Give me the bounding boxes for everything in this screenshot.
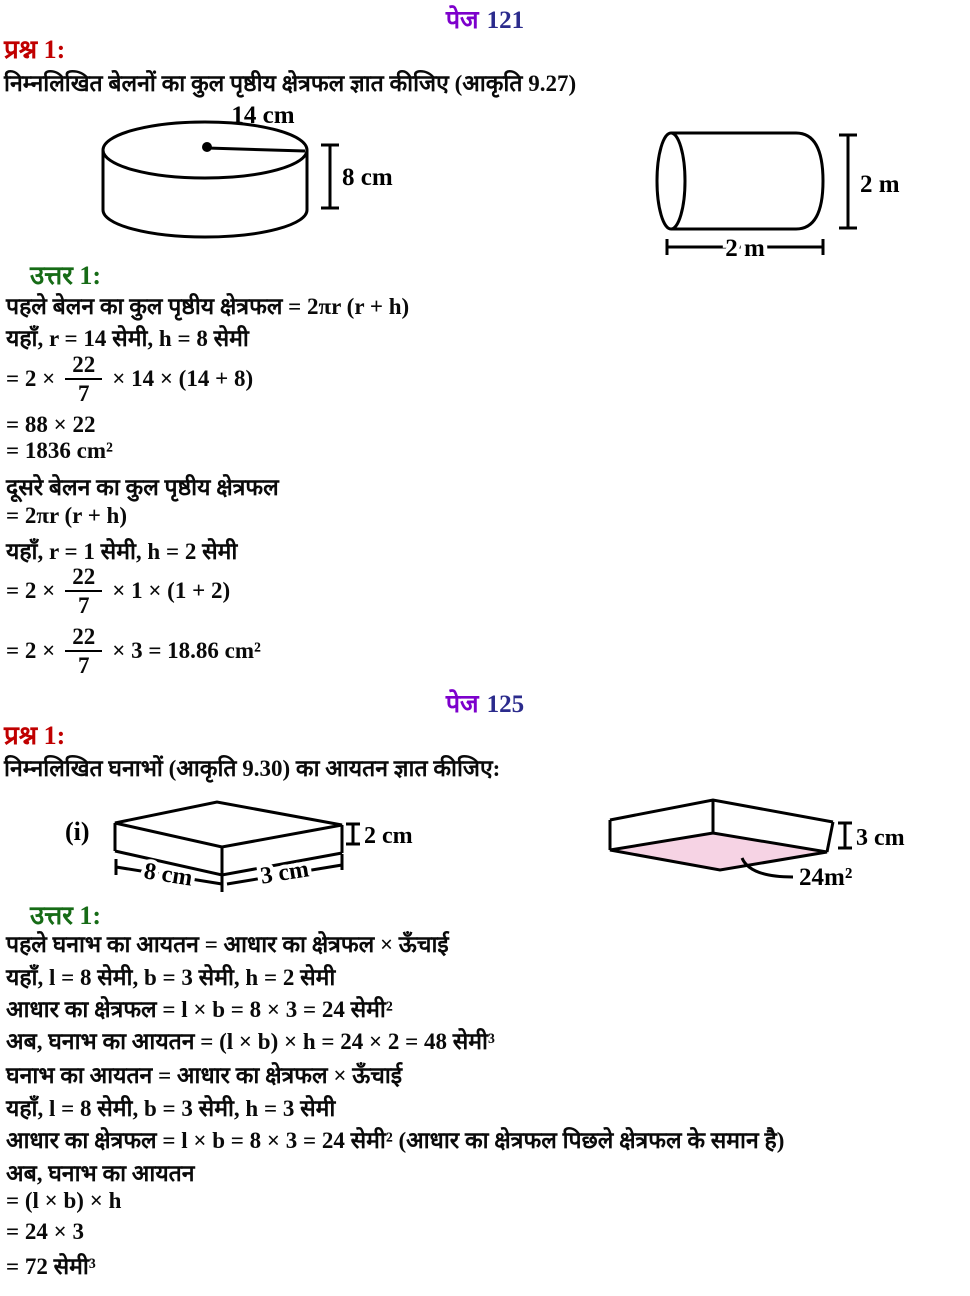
- figure-item-label: (i): [65, 817, 90, 846]
- answer-line-fraction-1: [6, 352, 253, 407]
- fraction-22-7: $\frac{22}{7}$: [65, 352, 102, 407]
- answer-line: यहाँ, l = 8 सेमी, b = 3 सेमी, h = 3 सेमी: [6, 1096, 336, 1121]
- frac-suffix: × 3 = 18.86 cm²: [112, 638, 261, 664]
- answer-line: पहले घनाभ का आयतन = आधार का क्षेत्रफल × ऊँचाई: [6, 932, 449, 957]
- question-1-text-p121: निम्नलिखित बेलनों का कुल पृष्ठीय क्षेत्रफल ज्ञात कीजिए (आकृति 9.27): [4, 71, 577, 96]
- frac-suffix: × 14 × (14 + 8): [112, 366, 254, 392]
- page-125-heading: [0, 686, 970, 720]
- answer-line: आधार का क्षेत्रफल = l × b = 8 × 3 = 24 सेमी²: [6, 997, 393, 1022]
- radius-line: [207, 148, 305, 151]
- cyl2-length-label: 2 m: [725, 235, 765, 262]
- cyl1-height-label: 8 cm: [342, 164, 393, 191]
- answer-line: = 72 सेमी³: [6, 1254, 96, 1279]
- answer-line: दूसरे बेलन का कुल पृष्ठीय क्षेत्रफल: [6, 475, 279, 500]
- cyl2-height-label: 2 m: [860, 171, 900, 198]
- cylinder-2-diagram: [657, 133, 900, 262]
- answer-1-label-p125: उत्तर 1:: [30, 901, 102, 930]
- answer-line-fraction-3: [6, 624, 261, 679]
- fraction-22-7: $\frac{22}{7}$: [65, 564, 102, 619]
- cub2-base-area-label: 24m²: [799, 864, 853, 891]
- frac-prefix: = 2 ×: [6, 366, 56, 392]
- answer-line: अब, घनाभ का आयतन: [6, 1161, 195, 1186]
- answer-line: अब, घनाभ का आयतन = (l × b) × h = 24 × 2 = 48 सेमी³: [6, 1029, 495, 1054]
- figure-9-30-cuboids: [0, 788, 970, 894]
- answer-line: = 1836 cm²: [6, 438, 113, 463]
- cub1-breadth-label: 3 cm: [258, 856, 311, 890]
- cylinder-1-diagram: [103, 102, 393, 237]
- question-1-text-p125: निम्नलिखित घनाभों (आकृति 9.30) का आयतन ज्ञात कीजिए:: [4, 756, 501, 781]
- page-121-heading: [0, 2, 970, 36]
- page-number: 121: [486, 7, 525, 34]
- cyl1-radius-label: 14 cm: [231, 102, 295, 129]
- frac-prefix: = 2 ×: [6, 578, 56, 604]
- cub2-base-face: [610, 833, 827, 870]
- answer-line: आधार का क्षेत्रफल = l × b = 8 × 3 = 24 सेमी² (आधार का क्षेत्रफल पिछले क्षेत्रफल के समान है): [6, 1128, 785, 1153]
- answer-line: = 24 × 3: [6, 1219, 84, 1244]
- page-word: पेज: [445, 691, 479, 718]
- page-word: पेज: [445, 7, 479, 34]
- page-number: 125: [486, 691, 525, 718]
- question-1-label-p125: प्रश्न 1:: [4, 721, 66, 750]
- figure-9-27-cylinders: [0, 95, 970, 267]
- frac-prefix: = 2 ×: [6, 638, 56, 664]
- cyl2-height-bracket: [839, 135, 857, 228]
- answer-line: = 88 × 22: [6, 412, 96, 437]
- question-1-label-p121: प्रश्न 1:: [4, 35, 66, 64]
- cub2-height-label: 3 cm: [856, 825, 905, 851]
- cub1-height-label: 2 cm: [364, 823, 413, 849]
- answer-line: यहाँ, r = 14 सेमी, h = 8 सेमी: [6, 326, 249, 351]
- answer-line: घनाभ का आयतन = आधार का क्षेत्रफल × ऊँचाई: [6, 1063, 403, 1088]
- cyl1-height-bracket: [321, 145, 339, 208]
- answer-line-fraction-2: [6, 564, 230, 619]
- frac-suffix: × 1 × (1 + 2): [112, 578, 231, 604]
- answer-line: पहले बेलन का कुल पृष्ठीय क्षेत्रफल = 2πr (r + h): [6, 294, 410, 319]
- answer-line: = (l × b) × h: [6, 1188, 122, 1213]
- answer-line: यहाँ, l = 8 सेमी, b = 3 सेमी, h = 2 सेमी: [6, 965, 336, 990]
- cub2-height-bracket: [838, 823, 852, 848]
- cuboid-1-diagram: [65, 802, 413, 892]
- cub1-height-bracket: [346, 824, 360, 844]
- answer-1-label-p121: उत्तर 1:: [30, 261, 102, 290]
- fraction-22-7: $\frac{22}{7}$: [65, 624, 102, 679]
- answer-line: = 2πr (r + h): [6, 503, 128, 528]
- answer-line: यहाँ, r = 1 सेमी, h = 2 सेमी: [6, 539, 238, 564]
- cub1-length-label: 8 cm: [142, 858, 195, 892]
- cuboid-2-diagram: [610, 800, 905, 891]
